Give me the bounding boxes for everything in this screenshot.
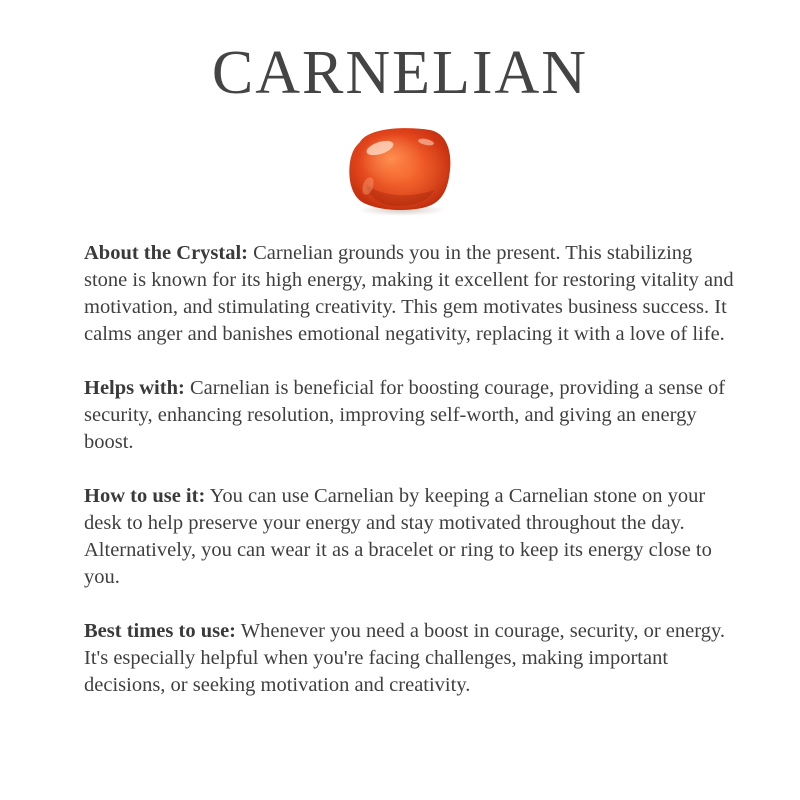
section-label: How to use it: bbox=[84, 485, 206, 507]
crystal-description bbox=[84, 240, 734, 726]
section-text: Carnelian grounds you in the present. This stabilizing stone is known for its high energy, making it excellent for restoring vitality and motivation, and stimulating creativity. This gem motivates business success. It calms anger and banishes emotional negativity, replacing it with a love of life. bbox=[84, 242, 734, 345]
section-best-times bbox=[84, 618, 734, 699]
section-label: Helps with: bbox=[84, 377, 185, 399]
section-helps-with bbox=[84, 375, 734, 456]
section-text: Carnelian is beneficial for boosting courage, providing a sense of security, enhancing resolution, improving self-worth, and giving an energy boost. bbox=[84, 377, 726, 453]
section-text: You can use Carnelian by keeping a Carnelian stone on your desk to help preserve your energy and stay motivated throughout the day. Alternatively, you can wear it as a bracelet or ring to keep its energy close to you. bbox=[84, 485, 712, 588]
section-label: About the Crystal: bbox=[84, 242, 248, 264]
section-how-to-use bbox=[84, 483, 734, 591]
page-title: CARNELIAN bbox=[211, 39, 589, 107]
section-about bbox=[84, 240, 734, 348]
carnelian-stone-icon bbox=[346, 124, 454, 218]
section-label: Best times to use: bbox=[84, 620, 237, 642]
section-text: Whenever you need a boost in courage, security, or energy. It's especially helpful when you're facing challenges, making important decisions, or seeking motivation and creativity. bbox=[84, 620, 726, 696]
